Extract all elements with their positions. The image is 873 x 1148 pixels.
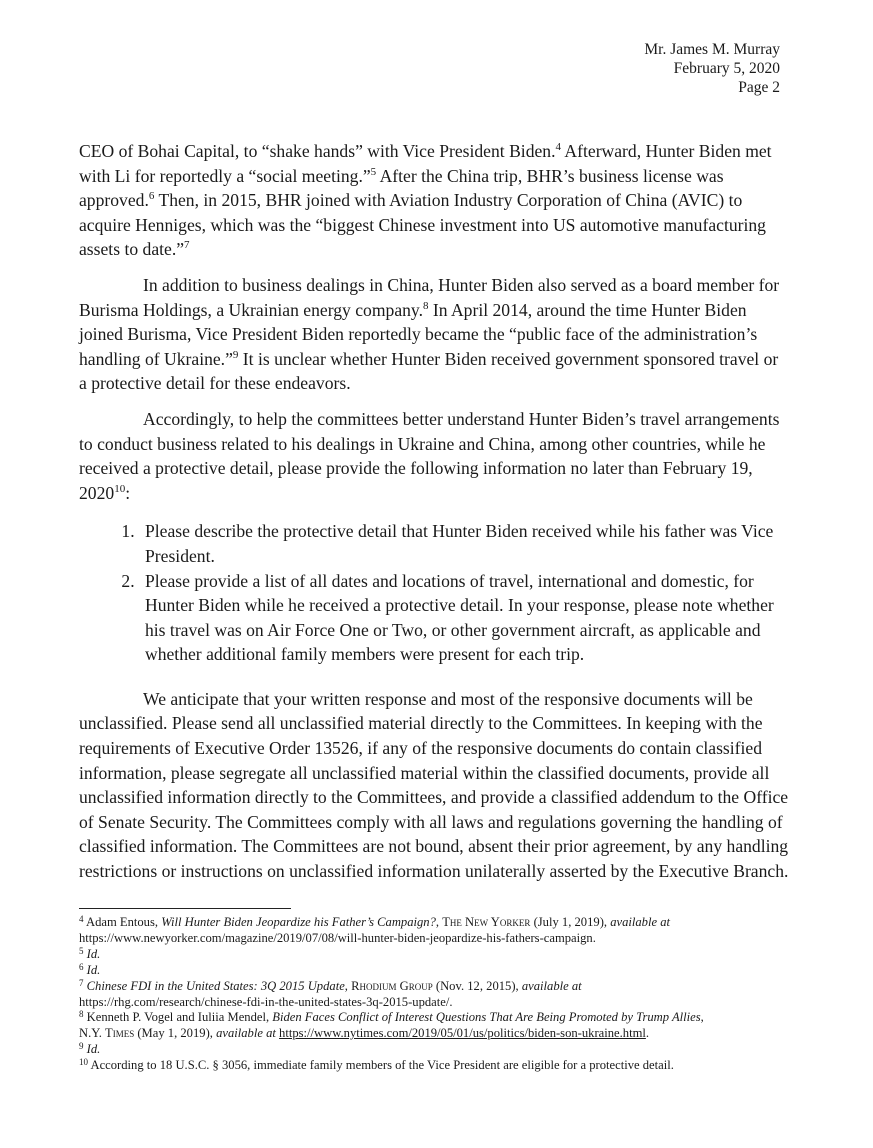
letter-date: February 5, 2020 <box>673 60 780 77</box>
paragraph-bohai <box>79 139 789 262</box>
footnote-6 <box>79 963 799 979</box>
page-header <box>644 40 780 97</box>
request-item: 2. Please provide a list of all dates and locations of travel, international and domestic, for Hunter Biden while he received a protective detail. In your response, please note whether his travel was on Air Force One or Two, or other government aircraft, as applicable and whether additional family members were present for each trip. <box>139 569 789 667</box>
nytimes-link[interactable]: https://www.nytimes.com/2019/05/01/us/politics/biden-son-ukraine.html <box>279 1026 646 1041</box>
text: available at <box>521 978 582 993</box>
footnote-9 <box>79 1042 799 1058</box>
text: Id. <box>86 962 101 977</box>
article-title: Chinese FDI in the United States: 3Q 2015 Update <box>86 978 345 993</box>
text: available at <box>610 915 670 929</box>
letter-body <box>79 139 789 895</box>
footnote-ref: 6 <box>148 190 155 203</box>
recipient-name: Mr. James M. Murray <box>644 41 780 58</box>
text: Kenneth P. Vogel and Iuliia Mendel, <box>86 1010 273 1025</box>
footnote-10 <box>79 1058 799 1074</box>
text: : <box>125 482 131 503</box>
request-list <box>79 519 789 667</box>
footnote-ref: 5 <box>370 165 377 178</box>
footnote-ref: 7 <box>184 239 190 252</box>
text: (July 1, 2019), <box>530 915 611 929</box>
footnote-number: 7 <box>79 977 84 988</box>
publication: Times <box>105 1026 135 1041</box>
footnote-4: $^4$ Adam Entous, Will Hunter Biden Jeopardize his Father’s Campaign?, The New Yorker (July 1, 2019), available at https://www.newyorker.com/magazine/2019/07/08/will-hunter-biden-jeopardize-his-fathers-campaign. <box>79 914 670 945</box>
url: https://www.newyorker.com/magazine/2019/07/08/will-hunter-biden-jeopardize-his-fathers-campaign. <box>79 930 596 945</box>
footnote-divider <box>79 908 291 909</box>
article-title: Will Hunter Biden Jeopardize his Father’s Campaign? <box>161 915 436 929</box>
footnote-number: 10 <box>79 1057 88 1068</box>
text: In April 2014, around the time Hunter Biden joined Burisma, Vice President Biden reportedly became the “public face of the administration’s handling of Ukraine.” <box>79 299 758 369</box>
text: According to 18 U.S.C. § 3056, immediate family members of the Vice President are eligible for a protective detail. <box>90 1058 674 1073</box>
footnotes <box>79 915 799 1074</box>
text: Afterward, Hunter Biden met with Li for reportedly a “social meeting.” <box>79 141 772 186</box>
page-number: Page 2 <box>738 79 780 96</box>
publication: The New Yorker <box>442 915 531 929</box>
footnote-number: 5 <box>79 945 84 956</box>
footnote-ref: 4 <box>555 141 561 153</box>
request-item: 1. Please describe the protective detail that Hunter Biden received while his father was Vice President. <box>139 519 789 568</box>
text: available at <box>216 1026 276 1041</box>
footnote-7: $^7$ Chinese FDI in the United States: 3Q 2015 Update, Rhodium Group (Nov. 12, 2015), available at https://rhg.com/research/chinese-fdi-in-the-united-states-3q-2015-update/. <box>79 977 582 1009</box>
footnote-ref: 8 <box>422 299 429 312</box>
text: Adam Entous, <box>85 915 162 929</box>
footnote-5 <box>79 947 799 963</box>
text: (Nov. 12, 2015), <box>432 978 522 993</box>
text: Id. <box>86 946 101 961</box>
article-title: Biden Faces Conflict of Interest Questions That Are Being Promoted by Trump Allies <box>272 1010 701 1025</box>
footnote-ref: 10 <box>114 482 126 495</box>
publication: Rhodium Group <box>351 978 433 993</box>
url: https://rhg.com/research/chinese-fdi-in-the-united-states-3q-2015-update/. <box>79 994 453 1009</box>
text: After the China trip, BHR’s business license was approved. <box>79 165 724 211</box>
paragraph-burisma <box>79 273 789 396</box>
footnote-number: 4 <box>79 914 84 924</box>
text: Then, in 2015, BHR joined with Aviation Industry Corporation of China (AVIC) to acquire Henniges, which was the “biggest Chinese investment into US automotive manufacturing assets to date.” <box>79 190 766 260</box>
text: In addition to business dealings in China, Hunter Biden also served as a board member for Burisma Holdings, a Ukrainian energy company. <box>79 274 780 320</box>
text: CEO of Bohai Capital, to “shake hands” with Vice President Biden. <box>79 141 556 161</box>
footnote-number: 6 <box>79 961 84 972</box>
footnote-number: 8 <box>79 1009 84 1020</box>
text: (May 1, 2019), <box>134 1026 217 1041</box>
paragraph-classified: We anticipate that your written response and most of the responsive documents will be unclassified. Please send all unclassified material directly to the Committees. In keeping with the requirements of Executive Order 13526, if any of the responsive documents do contain classified information, please segregate all unclassified material within the classified documents, provide all unclassified information directly to the Committees, and provide a classified addendum to the Office of Senate Security. The Committees comply with all laws and regulations governing the handling of classified information. The Committees are not bound, absent their prior agreement, by any handling restrictions or instructions on unclassified information unilaterally asserted by the Executive Branch. <box>79 688 789 882</box>
text: Id. <box>86 1042 101 1057</box>
footnote-number: 9 <box>79 1041 84 1052</box>
paragraph-request <box>79 407 789 505</box>
text: Accordingly, to help the committees better understand Hunter Biden’s travel arrangements to conduct business related to his dealings in Ukraine and China, among other countries, while he received a protective detail, please provide the following information no later than February 19, 2020 <box>79 408 780 503</box>
footnote-ref: 9 <box>232 348 239 361</box>
text: N.Y. <box>79 1026 106 1041</box>
text: It is unclear whether Hunter Biden received government sponsored travel or a protective detail for these endeavors. <box>79 348 779 394</box>
footnote-8: $^8$ Kenneth P. Vogel and Iuliia Mendel, Biden Faces Conflict of Interest Questions That Are Being Promoted by Trump Allies, N.Y. Times (May 1, 2019), available at https://www.nytimes.com/2019/05/01/us/politics/biden-son-ukraine.html. <box>79 1009 704 1041</box>
